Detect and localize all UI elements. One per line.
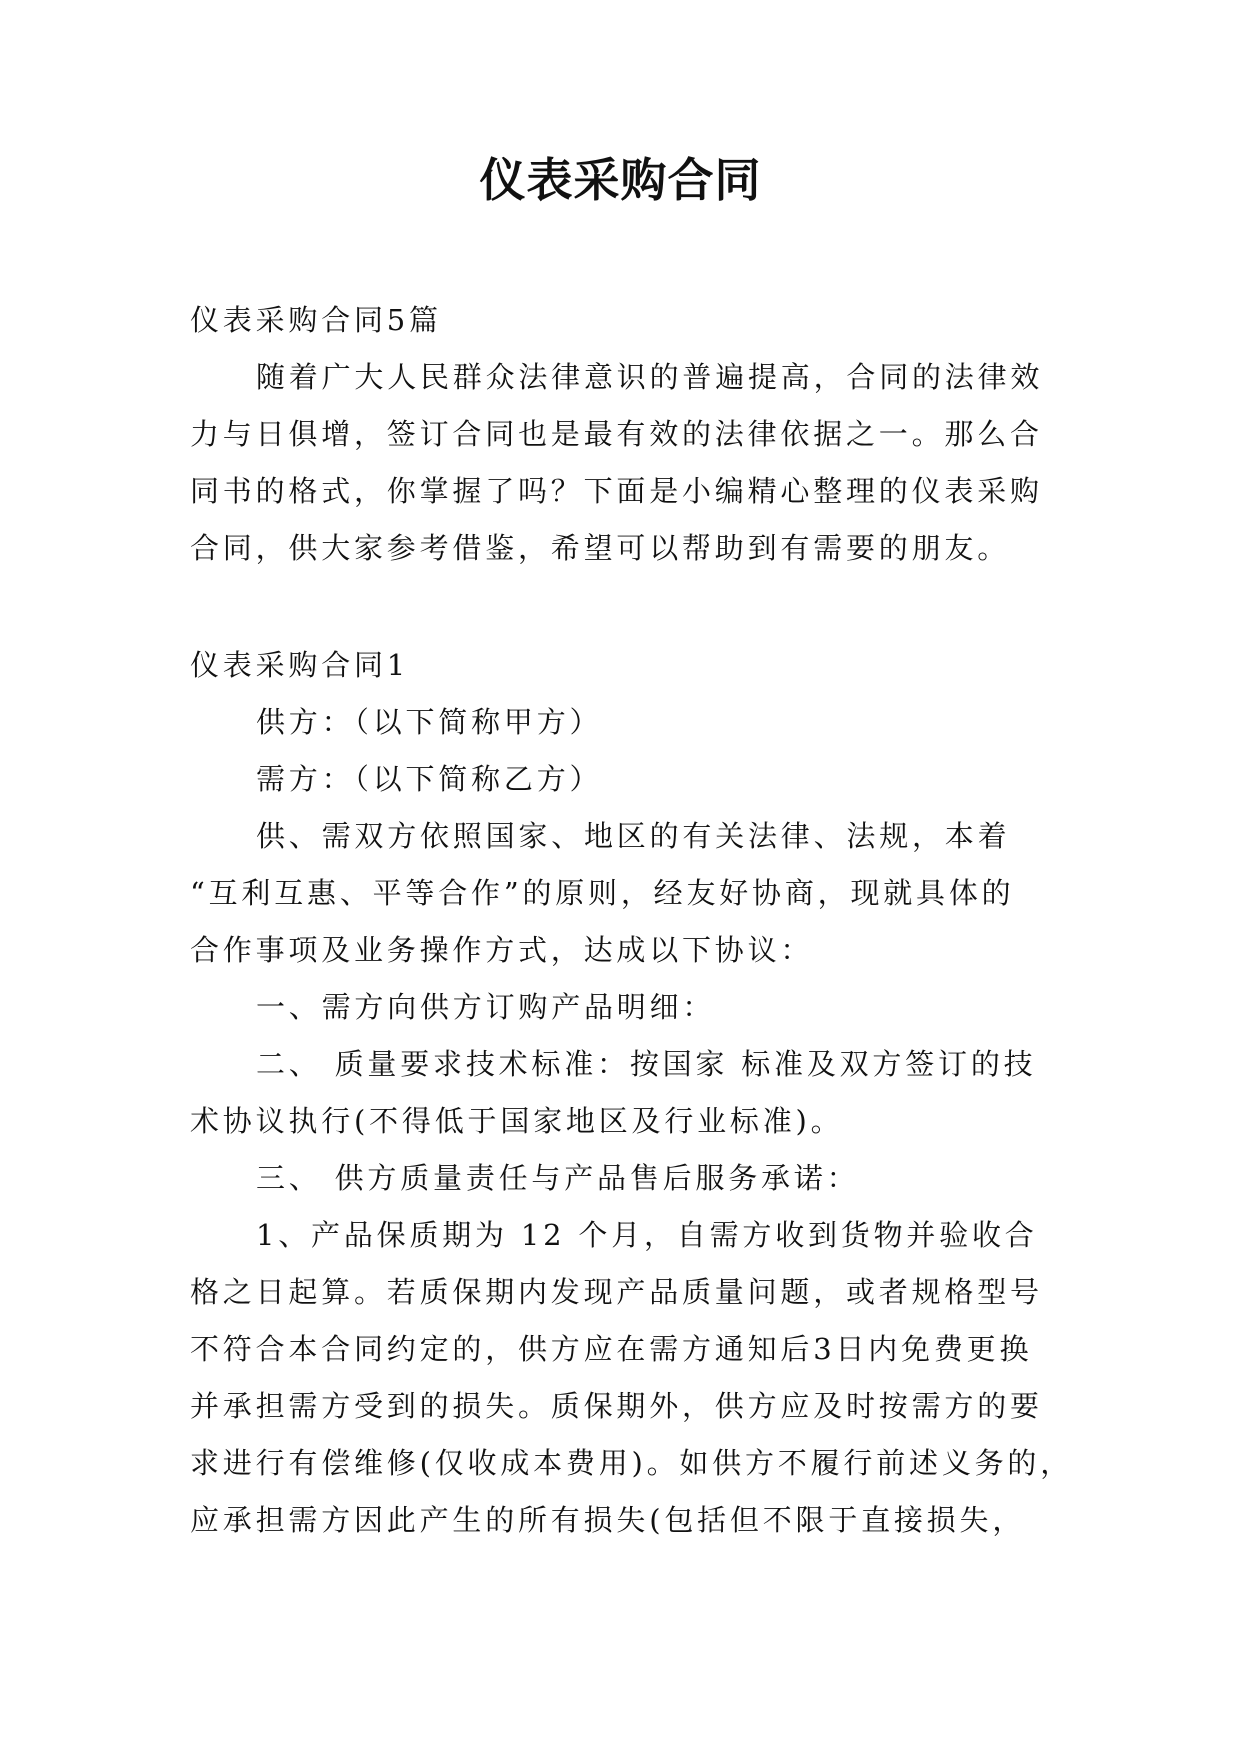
item-one-line: 应承担需方因此产生的所有损失(包括但不限于直接损失， xyxy=(190,1503,1026,1537)
preamble-line: 供、需双方依照国家、地区的有关法律、法规，本着 xyxy=(256,819,1011,853)
item-one-paragraph xyxy=(190,1207,1074,1549)
item-one-line: 不符合本合同约定的，供方应在需方通知后3日内免费更换 xyxy=(190,1332,1033,1366)
item-one-line: 格之日起算。若质保期内发现产品质量问题，或者规格型号 xyxy=(190,1275,1043,1309)
preamble-line: 合作事项及业务操作方式，达成以下协议： xyxy=(190,933,814,967)
item-one-line: 并承担需方受到的损失。质保期外，供方应及时按需方的要 xyxy=(190,1389,1043,1423)
intro-paragraph xyxy=(190,349,1050,577)
supplier-line: 供方：（以下简称甲方） xyxy=(256,705,603,739)
clause-two-line: 术协议执行(不得低于国家地区及行业标准)。 xyxy=(190,1104,844,1138)
clause-one: 一、需方向供方订购产品明细： xyxy=(256,990,716,1024)
intro-line: 合同，供大家参考借鉴，希望可以帮助到有需要的朋友。 xyxy=(190,531,1011,565)
document-body xyxy=(190,292,1074,1549)
intro-line: 随着广大人民群众法律意识的普遍提高，合同的法律效 xyxy=(256,360,1044,394)
section-heading: 仪表采购合同1 xyxy=(190,648,410,682)
intro-line: 力与日俱增，签订合同也是最有效的法律依据之一。那么合 xyxy=(190,417,1043,451)
buyer-line: 需方：（以下简称乙方） xyxy=(256,762,603,796)
section-spacer xyxy=(190,577,1050,637)
clause-three: 三、 供方质量责任与产品售后服务承诺： xyxy=(256,1161,860,1195)
clause-two xyxy=(190,1036,1050,1150)
preamble-paragraph xyxy=(190,808,1050,979)
preamble-line: “互利互惠、平等合作”的原则，经友好协商，现就具体的 xyxy=(190,876,1015,910)
intro-line: 同书的格式，你掌握了吗？下面是小编精心整理的仪表采购 xyxy=(190,474,1043,508)
item-one-line: 求进行有偿维修(仅收成本费用)。如供方不履行前述义务的， xyxy=(190,1446,1074,1480)
document-subtitle: 仪表采购合同5篇 xyxy=(190,303,442,337)
document-title: 仪表采购合同 xyxy=(479,153,762,207)
clause-two-line: 二、 质量要求技术标准：按国家 标准及双方签订的技 xyxy=(256,1047,1037,1081)
item-one-line: 1、产品保质期为 12 个月，自需方收到货物并验收合 xyxy=(256,1218,1038,1252)
